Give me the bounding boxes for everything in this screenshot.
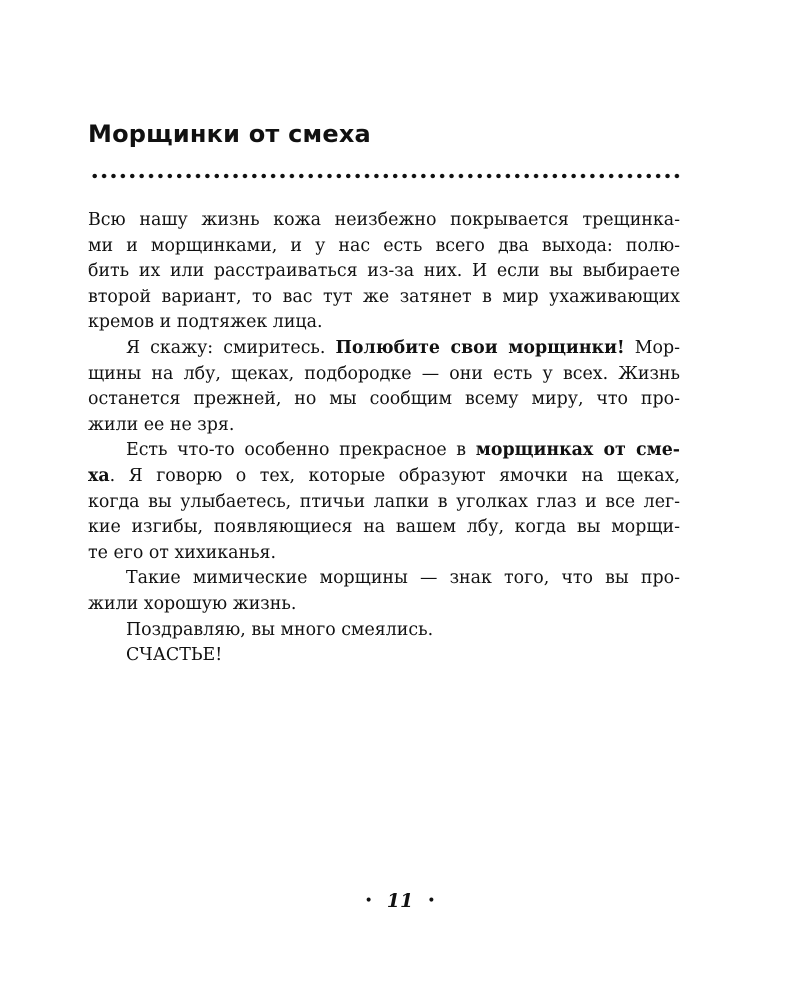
bullet-icon: • [364, 893, 373, 909]
text-run: Есть что-то особенно прекрасное в [126, 440, 476, 461]
page-number: 11 [386, 890, 414, 912]
text-line: бить их или расстраиваться из-за них. И если вы выбираете [88, 261, 680, 282]
text-line: Всю нашу жизнь кожа неизбежно покрывается трещинка- [88, 210, 680, 230]
body-text [88, 208, 680, 669]
text-line: кие изгибы, появляющиеся на вашем лбу, когда вы морщи- [88, 517, 680, 538]
text-run: . Я говорю о тех, которые образуют ямочки на щеках, [109, 465, 680, 486]
text-line [88, 464, 680, 490]
text-line: жили хорошую жизнь. [88, 593, 297, 614]
text-line: второй вариант, то вас тут же затянет в мир ухаживающих [88, 286, 680, 307]
text-line [88, 438, 680, 464]
paragraph-4 [88, 566, 680, 617]
text-line: щины на лбу, щеках, подбородке — они есть у всех. Жизнь [88, 363, 680, 384]
text-line: те его от хихиканья. [88, 542, 277, 563]
text-line: ми и морщинками, и у нас есть всего два выхода: полю- [88, 235, 680, 256]
bullet-icon: • [427, 893, 436, 909]
bold-phrase: ха [88, 465, 110, 486]
bold-phrase: Полюбите свои морщинки! [335, 337, 625, 358]
text-line: когда вы улыбаетесь, птичьи лапки в уголках глаз и все лег- [88, 491, 680, 512]
bold-phrase: морщинках от сме- [475, 440, 681, 461]
paragraph-3 [88, 438, 680, 566]
text-run: Я скажу: смиритесь. [126, 337, 336, 358]
text-line: останется прежней, но мы сообщим всему миру, что про- [88, 389, 680, 410]
text-line: жили ее не зря. [88, 414, 235, 435]
dotted-divider [90, 172, 680, 180]
paragraph-6 [88, 643, 680, 669]
paragraph-2 [88, 336, 680, 438]
text-line: Поздравляю, вы много смеялись. [126, 619, 434, 640]
text-line: СЧАСТЬЕ! [126, 645, 223, 666]
text-line: Такие мимические морщины — знак того, что вы про- [126, 568, 680, 589]
chapter-title: Морщинки от смеха [88, 120, 371, 148]
text-line: кремов и подтяжек лица. [88, 312, 323, 333]
paragraph-5 [88, 618, 680, 644]
paragraph-1 [88, 208, 680, 336]
text-run: Мор- [624, 337, 680, 358]
page-number-footer [0, 890, 800, 912]
text-line [88, 336, 680, 362]
